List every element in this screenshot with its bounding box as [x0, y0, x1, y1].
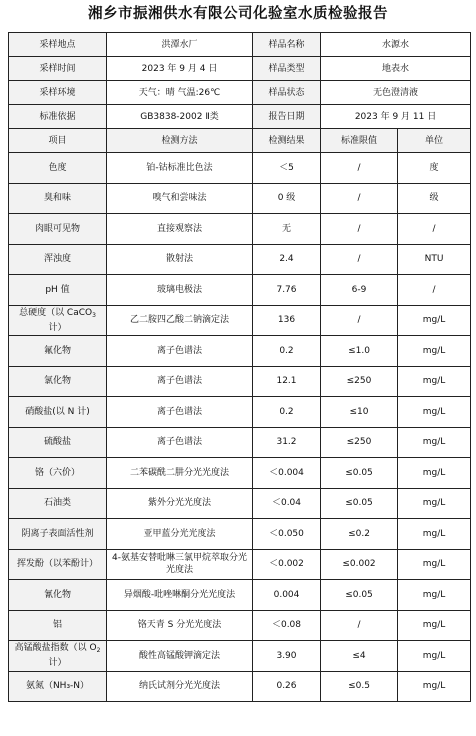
cell-result: 0.26: [253, 671, 321, 702]
cell-item: 石油类: [9, 488, 107, 519]
cell-limit: ≤0.05: [321, 580, 398, 611]
table-row: [9, 244, 471, 275]
cell-method: 直接观察法: [107, 214, 253, 245]
cell-method: 离子色谱法: [107, 427, 253, 458]
cell-method: 4-氨基安替吡啉三氯甲烷萃取分光光度法: [107, 549, 253, 580]
cell-result: 136: [253, 305, 321, 336]
cell-item: 铝: [9, 610, 107, 641]
cell-limit: ≤10: [321, 397, 398, 428]
cell-limit: /: [321, 610, 398, 641]
meta-value: GB3838-2002 Ⅱ类: [107, 105, 253, 129]
cell-unit: mg/L: [398, 488, 471, 519]
cell-limit: /: [321, 305, 398, 336]
table-row: [9, 641, 471, 672]
cell-item: pH 值: [9, 275, 107, 306]
cell-item: 臭和味: [9, 183, 107, 214]
cell-item-tail: 计）: [48, 322, 67, 333]
cell-item: 铬（六价）: [9, 458, 107, 489]
table-row: [9, 549, 471, 580]
cell-unit: 度: [398, 153, 471, 184]
table-row: [9, 275, 471, 306]
cell-method: 散射法: [107, 244, 253, 275]
cell-result: 无: [253, 214, 321, 245]
meta-label: 样品状态: [253, 81, 321, 105]
column-header: 单位: [398, 129, 471, 153]
cell-item: 浑浊度: [9, 244, 107, 275]
meta-value: 地表水: [321, 57, 471, 81]
table-row: [9, 336, 471, 367]
table-row: [9, 488, 471, 519]
cell-limit: ≤0.2: [321, 519, 398, 550]
cell-method: 紫外分光光度法: [107, 488, 253, 519]
column-header: 检测方法: [107, 129, 253, 153]
table-row: [9, 610, 471, 641]
cell-result: ＜0.04: [253, 488, 321, 519]
cell-result: ＜0.08: [253, 610, 321, 641]
cell-unit: mg/L: [398, 366, 471, 397]
cell-unit: mg/L: [398, 458, 471, 489]
meta-label: 采样环境: [9, 81, 107, 105]
meta-value: 2023 年 9 月 4 日: [107, 57, 253, 81]
cell-item-tail: 计）: [48, 658, 67, 669]
cell-limit: /: [321, 244, 398, 275]
cell-result: ＜0.004: [253, 458, 321, 489]
cell-limit: ≤4: [321, 641, 398, 672]
table-row: [9, 671, 471, 702]
meta-value: 无色澄清液: [321, 81, 471, 105]
cell-item: [9, 641, 107, 672]
cell-method: 亚甲蓝分光光度法: [107, 519, 253, 550]
cell-unit: mg/L: [398, 641, 471, 672]
cell-unit: mg/L: [398, 305, 471, 336]
cell-item: 氨氮（NH₃-N）: [9, 671, 107, 702]
meta-row: [9, 33, 471, 57]
cell-unit: /: [398, 214, 471, 245]
table-row: [9, 519, 471, 550]
cell-limit: ≤1.0: [321, 336, 398, 367]
cell-method: 铂-钴标准比色法: [107, 153, 253, 184]
cell-unit: mg/L: [398, 519, 471, 550]
column-header: 检测结果: [253, 129, 321, 153]
table-row: [9, 458, 471, 489]
table-row: [9, 183, 471, 214]
cell-item: 硫酸盐: [9, 427, 107, 458]
cell-method: 嗅气和尝味法: [107, 183, 253, 214]
cell-unit: mg/L: [398, 671, 471, 702]
cell-unit: NTU: [398, 244, 471, 275]
meta-row: [9, 57, 471, 81]
cell-result: 7.76: [253, 275, 321, 306]
meta-value: 天气：晴 气温:26℃: [107, 81, 253, 105]
column-header: 标准限值: [321, 129, 398, 153]
cell-limit: 6-9: [321, 275, 398, 306]
cell-unit: mg/L: [398, 580, 471, 611]
cell-method: 离子色谱法: [107, 397, 253, 428]
cell-item: 氟化物: [9, 336, 107, 367]
cell-result: 0 级: [253, 183, 321, 214]
cell-result: 0.004: [253, 580, 321, 611]
report-table: [8, 32, 471, 702]
meta-label: 采样地点: [9, 33, 107, 57]
meta-value: 洪潭水厂: [107, 33, 253, 57]
cell-result: 2.4: [253, 244, 321, 275]
cell-item: 硝酸盐(以 N 计): [9, 397, 107, 428]
cell-unit: 级: [398, 183, 471, 214]
cell-limit: /: [321, 153, 398, 184]
meta-label: 样品类型: [253, 57, 321, 81]
cell-method: 纳氏试剂分光光度法: [107, 671, 253, 702]
cell-item: 色度: [9, 153, 107, 184]
meta-label: 采样时间: [9, 57, 107, 81]
cell-method: 离子色谱法: [107, 366, 253, 397]
meta-label: 标准依据: [9, 105, 107, 129]
cell-result: ＜5: [253, 153, 321, 184]
cell-item: 阴离子表面活性剂: [9, 519, 107, 550]
meta-label: 样品名称: [253, 33, 321, 57]
table-row: [9, 427, 471, 458]
cell-item-text: 高锰酸盐指数（以 O: [14, 643, 97, 654]
cell-method: 铬天青 S 分光光度法: [107, 610, 253, 641]
cell-unit: mg/L: [398, 549, 471, 580]
cell-result: 31.2: [253, 427, 321, 458]
cell-result: ＜0.002: [253, 549, 321, 580]
cell-unit: mg/L: [398, 427, 471, 458]
cell-unit: mg/L: [398, 397, 471, 428]
cell-item: 氰化物: [9, 580, 107, 611]
cell-unit: mg/L: [398, 610, 471, 641]
cell-method: 玻璃电极法: [107, 275, 253, 306]
table-row: [9, 397, 471, 428]
cell-result: 3.90: [253, 641, 321, 672]
cell-result: 12.1: [253, 366, 321, 397]
column-header: 项目: [9, 129, 107, 153]
cell-item-subscript: 2: [96, 647, 101, 655]
table-row: [9, 366, 471, 397]
cell-item-text: 总硬度（以 CaCO: [19, 307, 93, 318]
cell-method: 异烟酸-吡唑啉酮分光光度法: [107, 580, 253, 611]
cell-result: 0.2: [253, 397, 321, 428]
cell-limit: /: [321, 214, 398, 245]
cell-result: 0.2: [253, 336, 321, 367]
cell-limit: ≤0.05: [321, 458, 398, 489]
meta-row: [9, 105, 471, 129]
cell-method: 离子色谱法: [107, 336, 253, 367]
cell-method: 酸性高锰酸钾滴定法: [107, 641, 253, 672]
meta-label: 报告日期: [253, 105, 321, 129]
meta-value: 水源水: [321, 33, 471, 57]
table-row: [9, 214, 471, 245]
table-row: [9, 305, 471, 336]
cell-item: 肉眼可见物: [9, 214, 107, 245]
cell-limit: ≤0.002: [321, 549, 398, 580]
table-row: [9, 580, 471, 611]
cell-unit: /: [398, 275, 471, 306]
cell-limit: /: [321, 183, 398, 214]
cell-limit: ≤250: [321, 366, 398, 397]
cell-limit: ≤250: [321, 427, 398, 458]
cell-method: 二苯碳酰二肼分光光度法: [107, 458, 253, 489]
cell-limit: ≤0.05: [321, 488, 398, 519]
table-row: [9, 153, 471, 184]
column-header-row: [9, 129, 471, 153]
cell-item-subscript: 3: [92, 311, 96, 319]
cell-item: [9, 305, 107, 336]
cell-unit: mg/L: [398, 336, 471, 367]
cell-method: 乙二胺四乙酸二钠滴定法: [107, 305, 253, 336]
cell-limit: ≤0.5: [321, 671, 398, 702]
report-title: 湘乡市振湘供水有限公司化验室水质检验报告: [88, 5, 388, 22]
meta-row: [9, 81, 471, 105]
cell-item: 挥发酚（以苯酚计）: [9, 549, 107, 580]
cell-item: 氯化物: [9, 366, 107, 397]
cell-result: ＜0.050: [253, 519, 321, 550]
meta-value: 2023 年 9 月 11 日: [321, 105, 471, 129]
result-rows: [9, 153, 471, 702]
